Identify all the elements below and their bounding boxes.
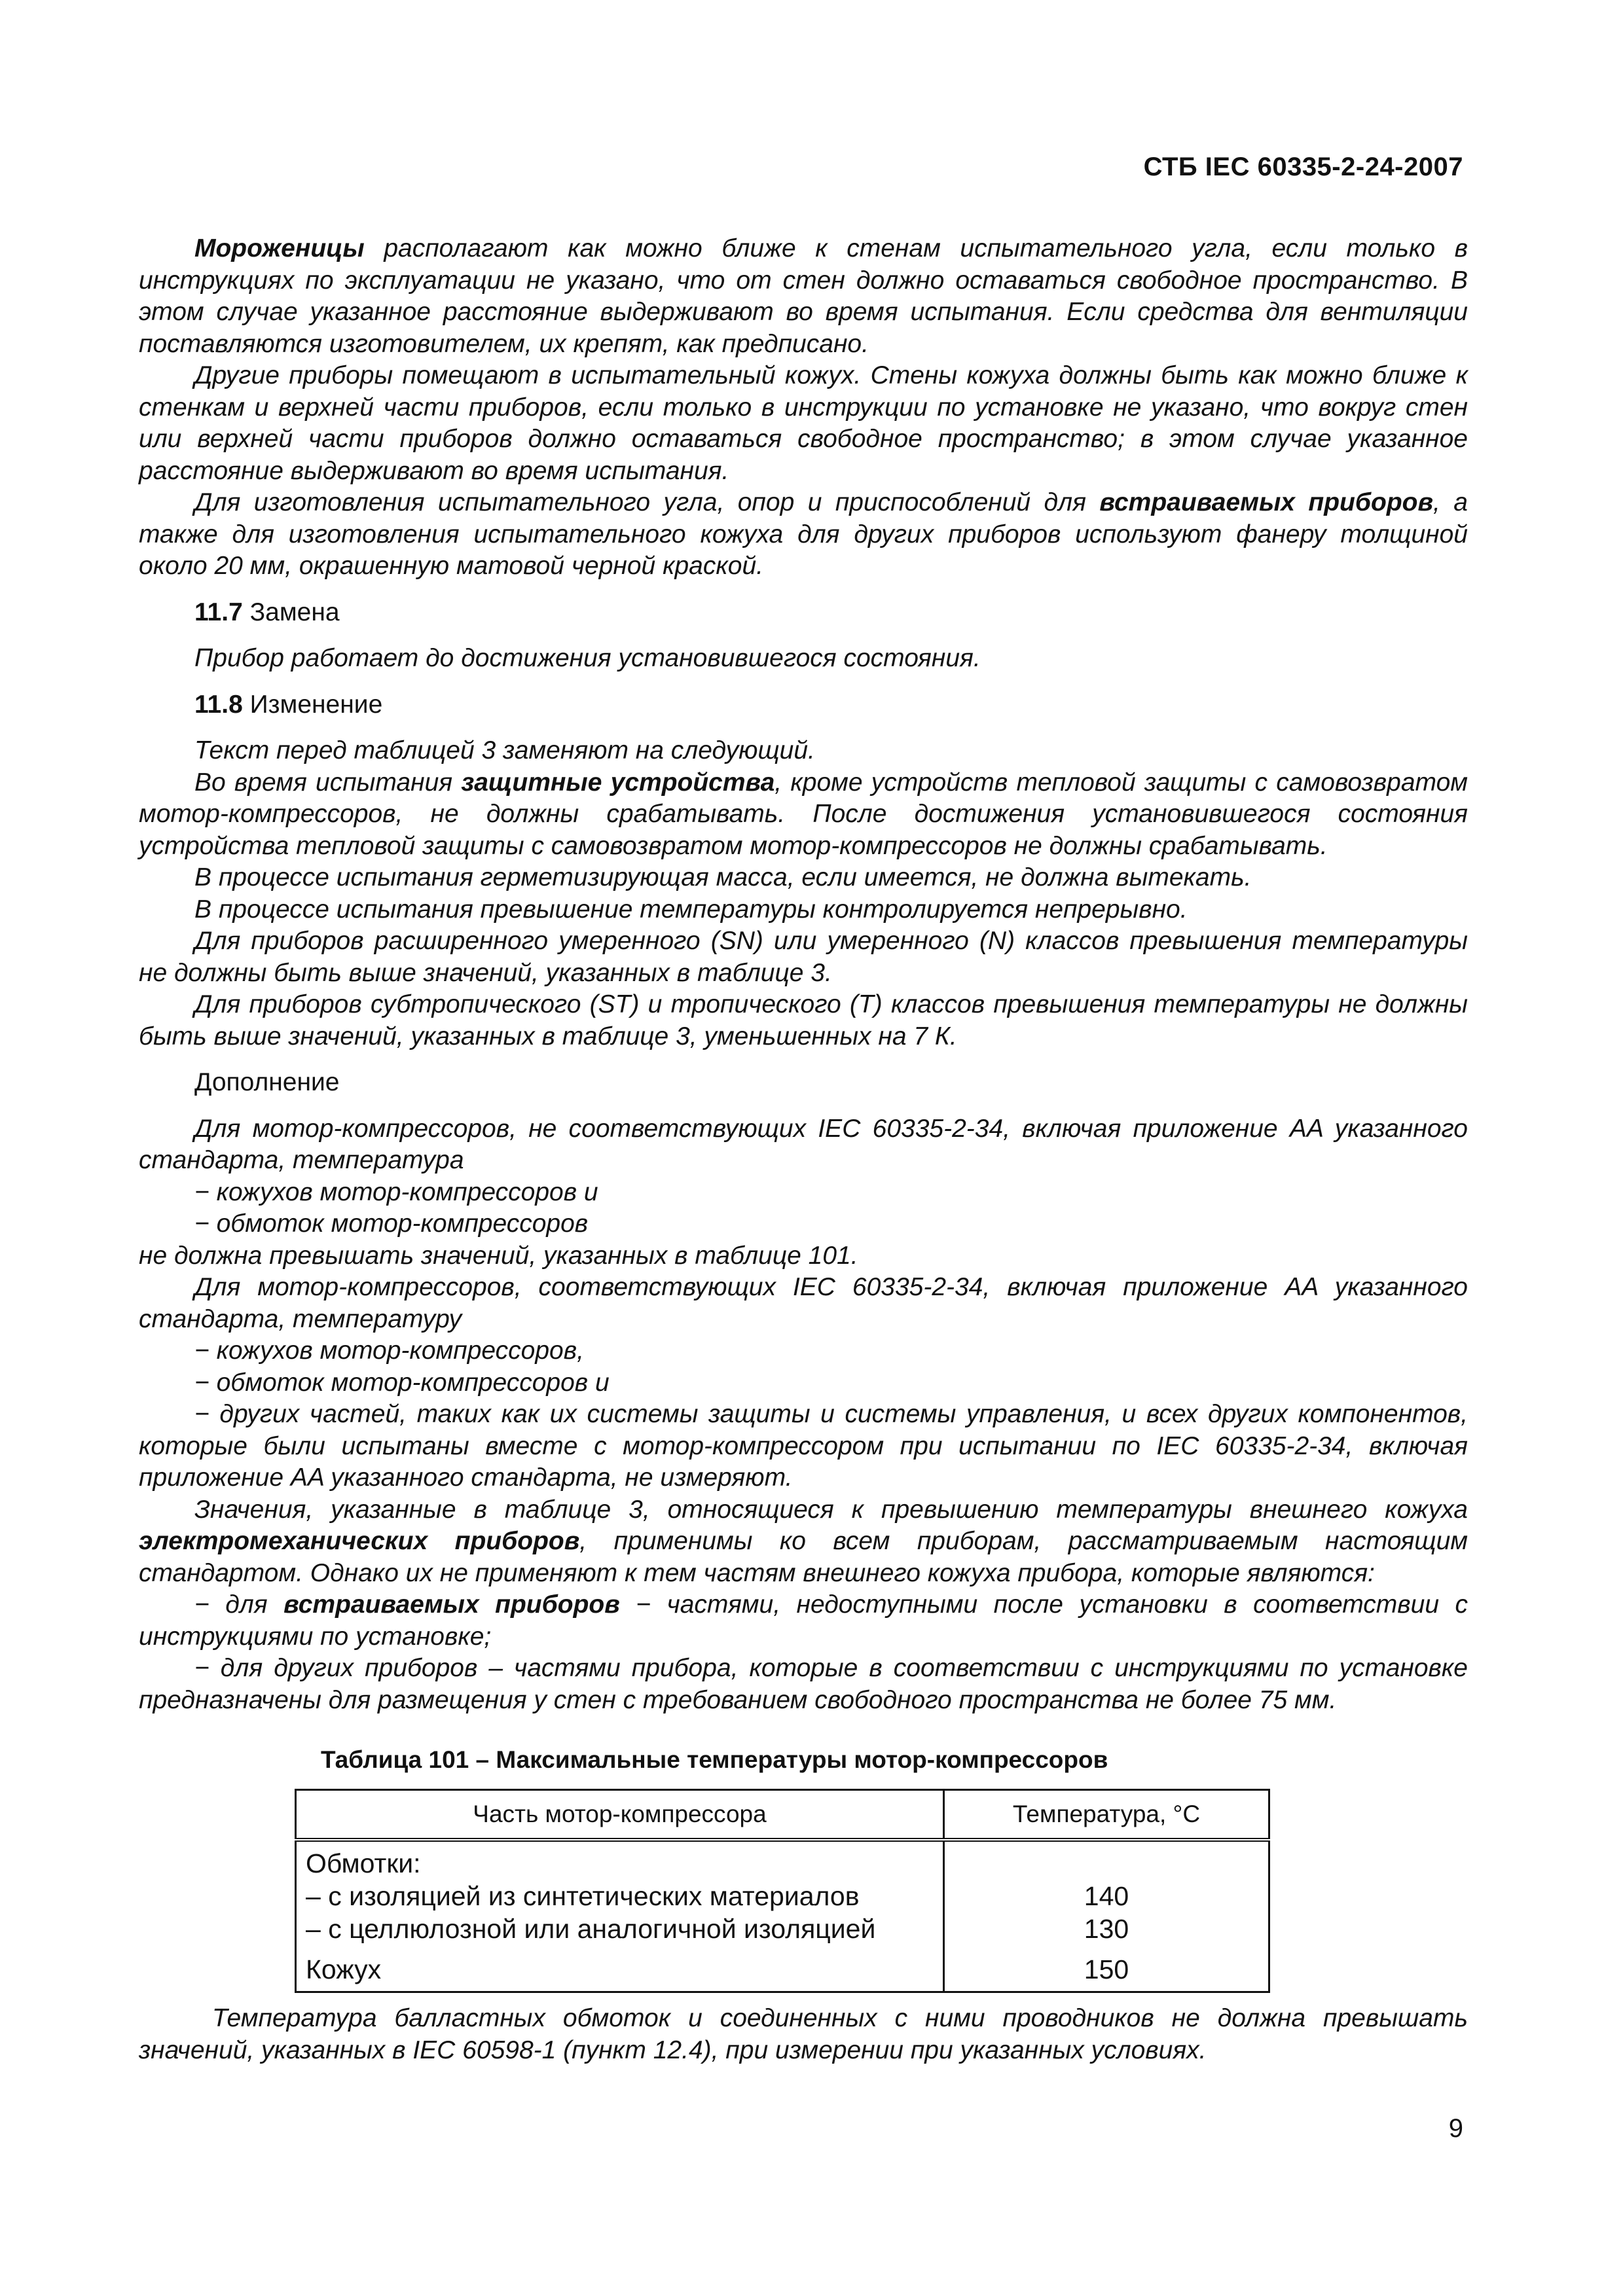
section-11-8-p5: Для приборов расширенного умеренного (SN) или умеренного (N) классов превышения температуры не должны быть выше значений, указанных в таблице 3. (139, 927, 1468, 987)
section-11-8-p2: Во время испытания защитные устройства, кроме устройств тепловой защиты с самовозвратом мотор-компрессоров, не должны срабатывать. После достижения установившегося состояния устройства тепловой защиты с самовозвратом мотор-компрессоров не должны срабатывать. (139, 768, 1468, 860)
addition-heading: Дополнение (194, 1068, 340, 1096)
addition-dash-2: − обмоток мотор-компрессоров (194, 1210, 589, 1238)
section-11-8-p4: В процессе испытания превышение температуры контролируется непрерывно. (194, 895, 1188, 924)
addition-p1: Для мотор-компрессоров, не соответствующих IEC 60335-2-34, включая приложение AA указанного стандарта, температура (139, 1114, 1468, 1174)
table-header-part: Часть мотор-компрессора (296, 1790, 944, 1840)
paragraph-ballast-windings: Температура балластных обмоток и соединенных с ними проводников не должна превышать значений, указанных в IEC 60598-1 (пункт 12.4), при измерении при указанных условиях. (139, 2004, 1468, 2064)
section-11-8-p6: Для приборов субтропического (ST) и тропического (T) классов превышения температуры не должны быть выше значений, указанных в таблице 3, уменьшенных на 7 К. (139, 990, 1468, 1050)
paragraph-ice-cream-makers: Мороженицы располагают как можно ближе к стенам испытательного угла, если только в инструкциях по эксплуатации не указано, что от стен должно оставаться свободное пространство. В этом случае указанное расстояние выдерживают во время испытания. Если средства для вентиляции поставляются изготовителем, их крепят, как предписано. (139, 234, 1468, 358)
addition-dash-1: − кожухов мотор-компрессоров и (194, 1177, 598, 1206)
table-caption: Таблица 101 – Максимальные температуры мотор-компрессоров (321, 1746, 1108, 1773)
section-11-8-p1: Текст перед таблицей 3 заменяют на следующий. (194, 736, 815, 764)
page-number: 9 (1448, 2114, 1463, 2143)
addition-dash-4: − обмоток мотор-компрессоров и (194, 1368, 610, 1397)
section-11-7-text: Прибор работает до достижения установившегося состояния. (194, 644, 981, 672)
table-row: – с целлюлозной или аналогичной изоляцией 130 (296, 1912, 1269, 1945)
table-row: Обмотки: (296, 1840, 1269, 1880)
term-built-in: встраиваемых приборов (1099, 488, 1434, 516)
table-header-temperature: Температура, °C (944, 1790, 1269, 1840)
main-content (139, 233, 1468, 1716)
section-11-7-heading: 11.7 Замена (194, 598, 340, 626)
addition-dash-7: − для других приборов – частями прибора, которые в соответствии с инструкциями по установке предназначены для размещения у стен с требованием свободного пространства не более 75 мм. (139, 1654, 1468, 1714)
addition-dash-5: − других частей, таких как их системы защиты и системы управления, и всех других компонентов, которые были испытаны вместе с мотор-компрессором при испытании по IEC 60335-2-34, включая приложение AA указанного стандарта, не измеряют. (139, 1400, 1468, 1492)
paragraph-plywood: Для изготовления испытательного угла, опор и приспособлений для встраиваемых приборов, а также для изготовления испытательного кожуха для других приборов используют фанеру толщиной около 20 мм, окрашенную матовой черной краской. (139, 488, 1468, 580)
addition-dash-3: − кожухов мотор-компрессоров, (194, 1336, 584, 1365)
section-11-8-p3: В процессе испытания герметизирующая масса, если имеется, не должна вытекать. (194, 863, 1252, 891)
addition-p4: Значения, указанные в таблице 3, относящиеся к превышению температуры внешнего кожуха электромеханических приборов, применимы ко всем приборам, рассматриваемым настоящим стандартом. Однако их не применяют к тем частям внешнего кожуха прибора, которые являются: (139, 1495, 1468, 1587)
document-code: СТБ IEC 60335-2-24-2007 (1143, 152, 1463, 181)
addition-p2: не должна превышать значений, указанных в таблице 101. (139, 1241, 858, 1270)
table-row: – с изоляцией из синтетических материалов 140 (296, 1880, 1269, 1912)
table-101 (295, 1789, 1270, 1993)
term-ice-cream-makers: Мороженицы (194, 234, 365, 262)
term-electromechanical: электромеханических приборов (139, 1527, 580, 1555)
table-row: Кожух 150 (296, 1945, 1269, 1992)
term-protective-devices: защитные устройства (461, 768, 775, 797)
section-11-8-heading: 11.8 Изменение (194, 690, 383, 719)
addition-p3: Для мотор-компрессоров, соответствующих IEC 60335-2-34, включая приложение AA указанного стандарта, температуру (139, 1273, 1468, 1333)
paragraph-other-appliances: Другие приборы помещают в испытательный кожух. Стены кожуха должны быть как можно ближе к стенкам и верхней части приборов, если только в инструкции по установке не указано, что вокруг стен или верхней части приборов должно оставаться свободное пространство; в этом случае указанное расстояние выдерживают во время испытания. (139, 361, 1468, 485)
addition-dash-6: − для встраиваемых приборов − частями, недоступными после установки в соответствии с инструкциями по установке; (139, 1590, 1468, 1651)
term-built-in-2: встраиваемых приборов (283, 1590, 620, 1619)
